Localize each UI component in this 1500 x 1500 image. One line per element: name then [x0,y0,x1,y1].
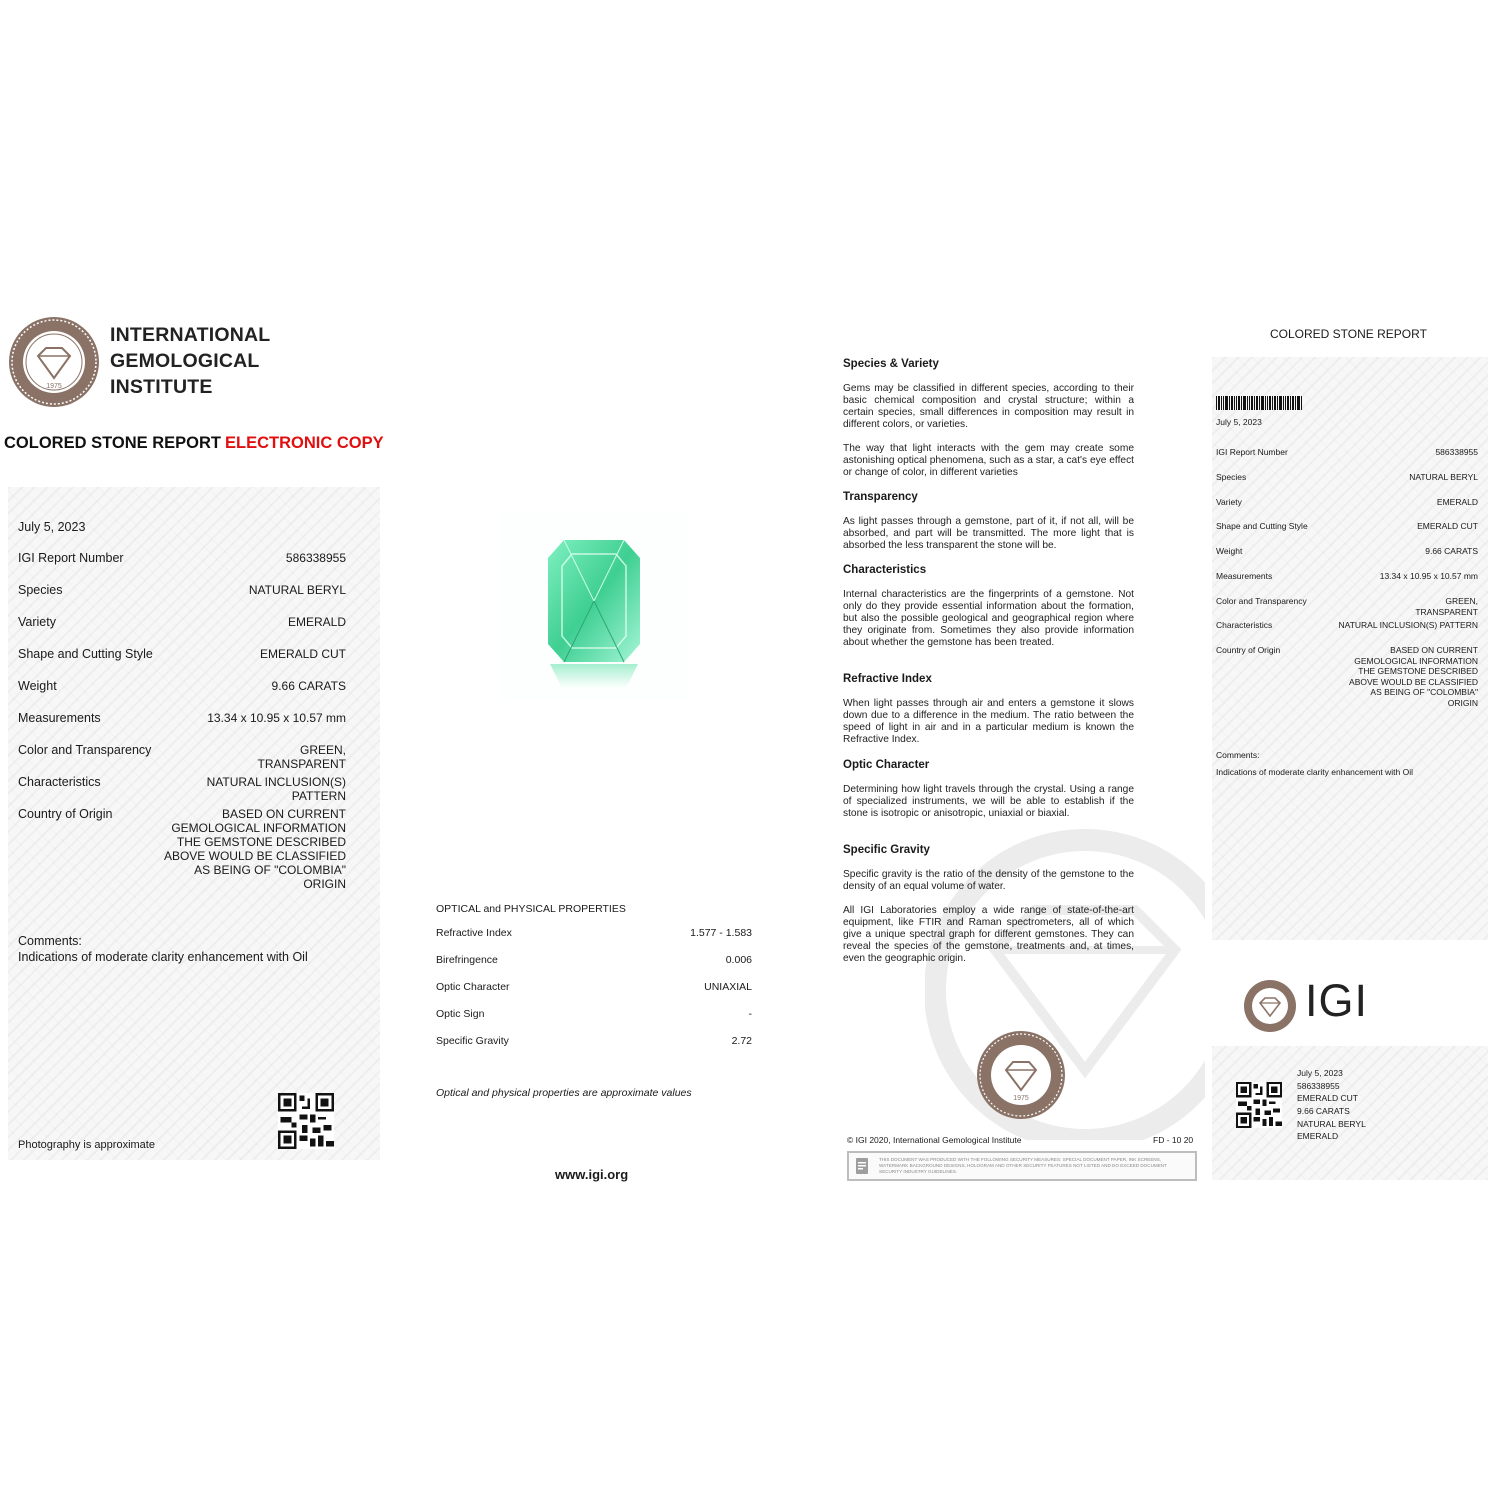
section-paragraph-specific-gravity-2: All IGI Laboratories employ a wide range of state-of-the-art equipment, like FTIR and Raman spectrometers, all of which give a unique spectral graph for different gemstones. They can reveal the species of the gemstone, treatments and, at times, even the geographic origin. [843,905,1134,964]
section-heading-transparency: Transparency [843,491,918,503]
seal-year: 1975 [1013,1095,1029,1102]
row-label-weight: Weight [18,679,57,693]
summary-comments-label: Comments: [1216,750,1260,760]
summary-label-variety: Variety [1216,497,1242,507]
summary-value-weight: 9.66 CARATS [1425,546,1478,556]
org-name-line-2: GEMOLOGICAL [110,350,260,372]
summary-value-species: NATURAL BERYL [1409,472,1478,482]
opt-label-optic-sign: Optic Sign [436,1008,485,1020]
summary-label-weight: Weight [1216,546,1243,556]
tag-line-species: NATURAL BERYL [1297,1119,1366,1129]
tag-line-variety: EMERALD [1297,1131,1339,1141]
summary-value-characteristics: NATURAL INCLUSION(S) PATTERN [1338,620,1478,630]
report-date: July 5, 2023 [18,520,86,534]
website-link[interactable]: www.igi.org [555,1167,629,1182]
comments-text: Indications of moderate clarity enhancement with Oil [18,950,308,964]
row-label-variety: Variety [18,615,56,629]
opt-label-specific-gravity: Specific Gravity [436,1035,509,1047]
optical-note: Optical and physical properties are approximate values [436,1087,692,1099]
row-label-characteristics: Characteristics [18,775,101,789]
row-value-species: NATURAL BERYL [248,583,346,597]
opt-value-birefringence: 0.006 [725,954,752,966]
section-heading-refractive-index: Refractive Index [843,673,932,685]
summary-label-species: Species [1216,472,1247,482]
row-label-report-number: IGI Report Number [18,551,124,565]
optical-heading: OPTICAL and PHYSICAL PROPERTIES [436,903,626,915]
summary-value-variety: EMERALD [1436,497,1478,507]
section-heading-characteristics: Characteristics [843,564,927,576]
summary-label-report-number: IGI Report Number [1216,447,1288,457]
section-paragraph-species-variety-1: Gems may be classified in different species, according to their basic chemical composition and crystal structure; within a certain species, small differences in composition may result in different colors, or varieties. [843,383,1134,430]
row-label-origin: Country of Origin [18,807,113,821]
opt-value-optic-sign: - [748,1008,752,1020]
section-heading-optic-character: Optic Character [843,759,930,771]
opt-value-specific-gravity: 2.72 [731,1035,752,1047]
form-code: FD - 10 20 [1153,1135,1194,1145]
igi-seal-logo [976,1030,1066,1120]
summary-label-color: Color and Transparency [1216,596,1307,606]
summary-label-origin: Country of Origin [1216,645,1281,655]
igi-seal-logo [1243,979,1297,1033]
electronic-copy-label: ELECTRONIC COPY [225,434,384,452]
seal-year: 1975 [46,383,62,390]
org-name-line-1: INTERNATIONAL [110,324,271,346]
qr-code[interactable] [278,1093,334,1149]
opt-value-refractive: 1.577 - 1.583 [690,927,752,939]
row-label-species: Species [18,583,63,597]
gem-photo [500,512,688,700]
section-paragraph-species-variety-2: The way that light interacts with the gem may create some astonishing optical phenomena, such as a star, a cat's eye effect or change of color, in different varieties [843,443,1134,478]
summary-value-color: GREEN, TRANSPARENT [1415,596,1478,617]
row-label-shape: Shape and Cutting Style [18,647,153,661]
row-value-color: GREEN, TRANSPARENT [257,743,346,771]
comments-label: Comments: [18,934,82,948]
section-paragraph-optic-character: Determining how light travels through the crystal. Using a range of specialized instruments, we will be able to establish if the stone is isotropic or anisotropic, uniaxial or biaxial. [843,784,1134,819]
summary-label-shape: Shape and Cutting Style [1216,521,1308,531]
row-value-report-number: 586338955 [285,551,346,565]
section-heading-specific-gravity: Specific Gravity [843,844,930,856]
section-paragraph-specific-gravity-1: Specific gravity is the ratio of the density of the gemstone to the density of an equal volume of water. [843,869,1134,892]
section-paragraph-characteristics: Internal characteristics are the fingerprints of a gemstone. Not only do they provide essential information about the formation, but also the possible geological and geographical region where they originate from. Sometimes they also provide information about whether the gemstone has been treated. [843,589,1134,648]
row-value-weight: 9.66 CARATS [271,679,346,693]
tag-line-weight: 9.66 CARATS [1297,1106,1350,1116]
section-paragraph-refractive-index: When light passes through air and enters a gemstone it slows down due to a difference in the medium. The ratio between the speed of light in air and in a particular medium is known the Refractive Index. [843,698,1134,745]
tag-line-date: July 5, 2023 [1297,1068,1343,1078]
row-value-measurements: 13.34 x 10.95 x 10.57 mm [207,711,346,725]
opt-value-optic-character: UNIAXIAL [704,981,752,993]
summary-value-measurements: 13.34 x 10.95 x 10.57 mm [1379,571,1478,581]
summary-label-measurements: Measurements [1216,571,1273,581]
row-value-shape: EMERALD CUT [259,647,346,661]
security-notice-box [847,1151,1197,1181]
summary-value-report-number: 586338955 [1435,447,1478,457]
qr-code[interactable] [1236,1082,1282,1128]
opt-label-optic-character: Optic Character [436,981,510,993]
summary-value-shape: EMERALD CUT [1417,521,1478,531]
summary-date: July 5, 2023 [1216,417,1262,427]
row-value-origin: BASED ON CURRENT GEMOLOGICAL INFORMATION THE GEMSTONE DESCRIBED ABOVE WOULD BE CLASSIFIED AS BEING OF "COLOMBIA" ORIGIN [163,807,346,891]
org-name-line-3: INSTITUTE [110,376,213,398]
security-notice-text: THIS DOCUMENT WAS PRODUCED WITH THE FOLLOWING SECURITY MEASURES: SPECIAL DOCUMENT PAPER, INK SCREENS, WATERMARK BACKGROUND DESIGNS, HOLOGRAM AND OTHER SECURITY FEATURES NOT LISTED AND DO EXCEED DOCUMENT SECURITY INDUSTRY GUIDELINES. [879,1157,1167,1174]
row-label-color: Color and Transparency [18,743,152,757]
tag-line-cut: EMERALD CUT [1297,1093,1358,1103]
row-label-measurements: Measurements [18,711,101,725]
copyright-notice: © IGI 2020, International Gemological Institute [847,1135,1022,1145]
opt-label-refractive: Refractive Index [436,927,512,939]
document-icon [853,1157,871,1175]
summary-label-characteristics: Characteristics [1216,620,1273,630]
barcode [1216,396,1302,410]
row-value-characteristics: NATURAL INCLUSION(S) PATTERN [206,775,346,803]
summary-value-origin: BASED ON CURRENT GEMOLOGICAL INFORMATION THE GEMSTONE DESCRIBED ABOVE WOULD BE CLASSIFIED AS BEING OF "COLOMBIA" ORIGIN [1349,645,1478,708]
summary-comments-text: Indications of moderate clarity enhancement with Oil [1216,767,1414,777]
opt-label-birefringence: Birefringence [436,954,498,966]
igi-seal-logo [8,316,100,408]
tag-line-report-number: 586338955 [1297,1081,1340,1091]
photography-note: Photography is approximate [18,1139,155,1151]
summary-title: COLORED STONE REPORT [1270,327,1427,341]
section-heading-species-variety: Species & Variety [843,358,939,370]
report-title: COLORED STONE REPORT [4,434,221,452]
section-paragraph-transparency: As light passes through a gemstone, part of it, if not all, will be absorbed, and part will be transmitted. The more light that is absorbed the less transparent the stone will be. [843,516,1134,551]
row-value-variety: EMERALD [287,615,346,629]
igi-brand-wordmark: IGI [1305,975,1369,1026]
